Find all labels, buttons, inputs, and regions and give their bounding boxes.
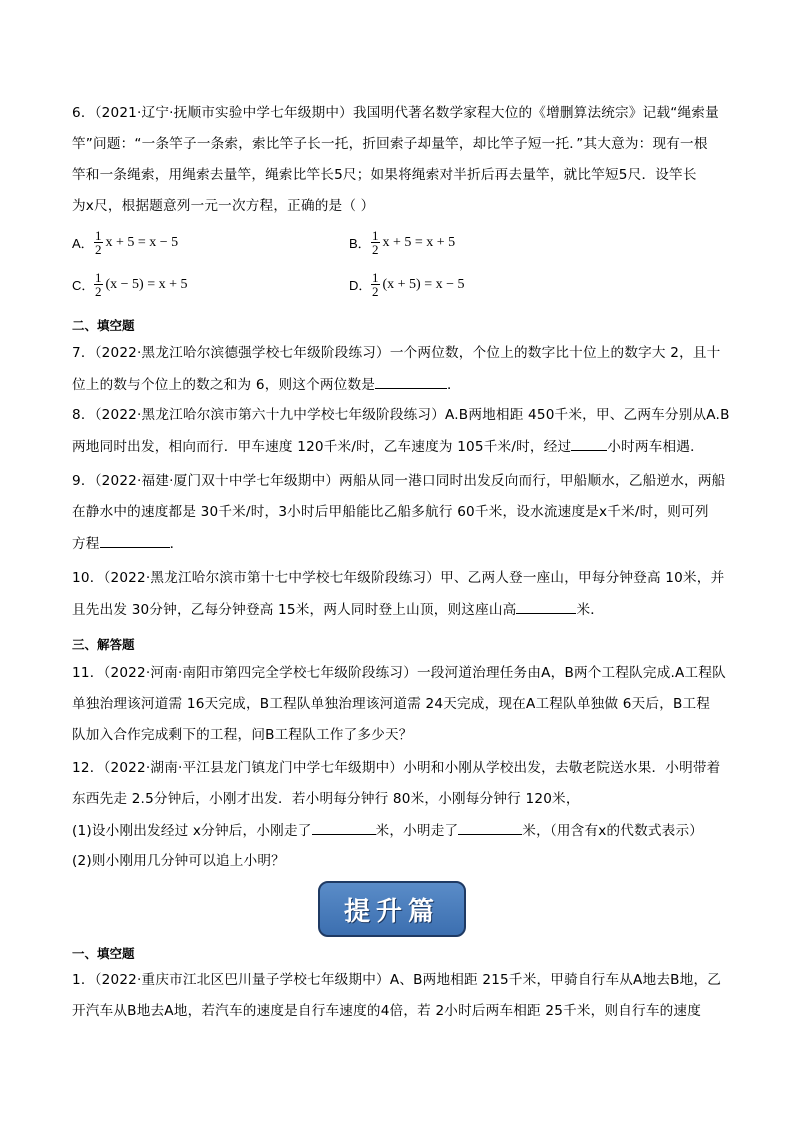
answer-blank[interactable] [312, 820, 376, 835]
answer-blank[interactable] [516, 599, 576, 614]
q6-option-a [72, 229, 178, 256]
q9-line-1: 9．（2022·福建·厦门双十中学七年级期中）两船从同一港口同时出发反向而行，甲船顺水，乙船逆水，两船 [72, 473, 726, 489]
level-up-banner [318, 881, 466, 937]
q9-line-2: 在静水中的速度都是 30千米/时，3小时后甲船能比乙船多航行 60千米，设水流速度是x千米/时，则可列 [72, 504, 709, 520]
option-label: C． [72, 278, 95, 293]
option-expression: (x − 5) = x + 5 [105, 276, 188, 292]
fraction: $\frac{1}{2}$ [95, 270, 102, 299]
q8-line-2: 两地同时出发，相向而行．甲车速度 120千米/时，乙车速度为 105千米/时，经过 小时两车相遇． [72, 436, 704, 457]
section-heading-solve: 三、解答题 [72, 637, 135, 652]
q6-line-4: 为x尺，根据题意列一元一次方程，正确的是（ ） [72, 198, 375, 214]
option-expression: x + 5 = x − 5 [105, 234, 179, 250]
section-heading-advanced-fill-blank: 一、填空题 [72, 946, 135, 961]
q12-line-3: (1)设小刚出发经过 x分钟后，小刚走了 米，小明走了 米，（用含有x的代数式表示） [72, 820, 703, 841]
fraction: $\frac{1}{2}$ [372, 228, 379, 257]
banner-title: 提升篇 [343, 896, 440, 927]
q6-line-1: 6．（2021·辽宁·抚顺市实验中学七年级期中）我国明代著名数学家程大位的《增删算法统宗》记载“绳索量 [72, 105, 719, 121]
q11-line-1: 11．（2022·河南·南阳市第四完全学校七年级阶段练习）一段河道治理任务由A，B两个工程队完成.A工程队 [72, 665, 726, 681]
q8-line-1: 8．（2022·黑龙江哈尔滨市第六十九中学校七年级阶段练习）A.B两地相距 450千米，甲、乙两车分别从A.B [72, 407, 730, 423]
adv-q1-line-2: 开汽车从B地去A地，若汽车的速度是自行车速度的4倍，若 2小时后两车相距 25千米，则自行车的速度 [72, 1003, 702, 1019]
q6-line-3: 竿和一条绳索，用绳索去量竿，绳索比竿长5尺；如果将绳索对半折后再去量竿，就比竿短5尺．设竿长 [72, 167, 697, 183]
q10-line-1: 10．（2022·黑龙江哈尔滨市第十七中学校七年级阶段练习）甲、乙两人登一座山，甲每分钟登高 10米，并 [72, 570, 725, 586]
q11-line-3: 队加入合作完成剩下的工程，问B工程队工作了多少天？ [72, 727, 413, 743]
fraction: $\frac{1}{2}$ [372, 270, 379, 299]
q11-line-2: 单独治理该河道需 16天完成，B工程队单独治理该河道需 24天完成，现在A工程队单独做 6天后，B工程 [72, 696, 711, 712]
option-expression: x + 5 = x + 5 [382, 234, 456, 250]
option-label: D． [349, 278, 372, 293]
option-label: A． [72, 236, 94, 251]
q7-line-2: 位上的数与个位上的数之和为 6，则这个两位数是 ． [72, 374, 461, 395]
option-expression: (x + 5) = x − 5 [382, 276, 465, 292]
q6-option-c [72, 271, 188, 298]
q12-line-2: 东西先走 2.5分钟后，小刚才出发．若小明每分钟行 80米，小刚每分钟行 120米， [72, 791, 580, 807]
q7-line-1: 7．（2022·黑龙江哈尔滨德强学校七年级阶段练习）一个两位数，个位上的数字比十位上的数字大 2，且十 [72, 345, 721, 361]
fraction: $\frac{1}{2}$ [95, 228, 102, 257]
answer-blank[interactable] [100, 533, 170, 548]
q12-line-1: 12．（2022·湖南·平江县龙门镇龙门中学七年级期中）小明和小刚从学校出发，去敬老院送水果．小明带着 [72, 760, 721, 776]
q10-line-2: 且先出发 30分钟，乙每分钟登高 15米，两人同时登上山顶，则这座山高 米． [72, 599, 604, 620]
q6-option-b [349, 229, 455, 256]
q9-line-3: 方程 ． [72, 533, 183, 554]
adv-q1-line-1: 1．（2022·重庆市江北区巴川量子学校七年级期中）A、B两地相距 215千米，甲骑自行车从A地去B地，乙 [72, 972, 722, 988]
q12-line-4: (2)则小刚用几分钟可以追上小明？ [72, 853, 285, 869]
option-label: B． [349, 236, 371, 251]
answer-blank[interactable] [375, 374, 447, 389]
q6-option-d [349, 271, 465, 298]
section-heading-fill-blank: 二、填空题 [72, 318, 135, 333]
answer-blank[interactable] [571, 436, 607, 451]
answer-blank[interactable] [458, 820, 522, 835]
q6-line-2: 竿”问题：“一条竿子一条索，索比竿子长一托，折回索子却量竿，却比竿子短一托．”其大意为：现有一根 [72, 136, 708, 152]
